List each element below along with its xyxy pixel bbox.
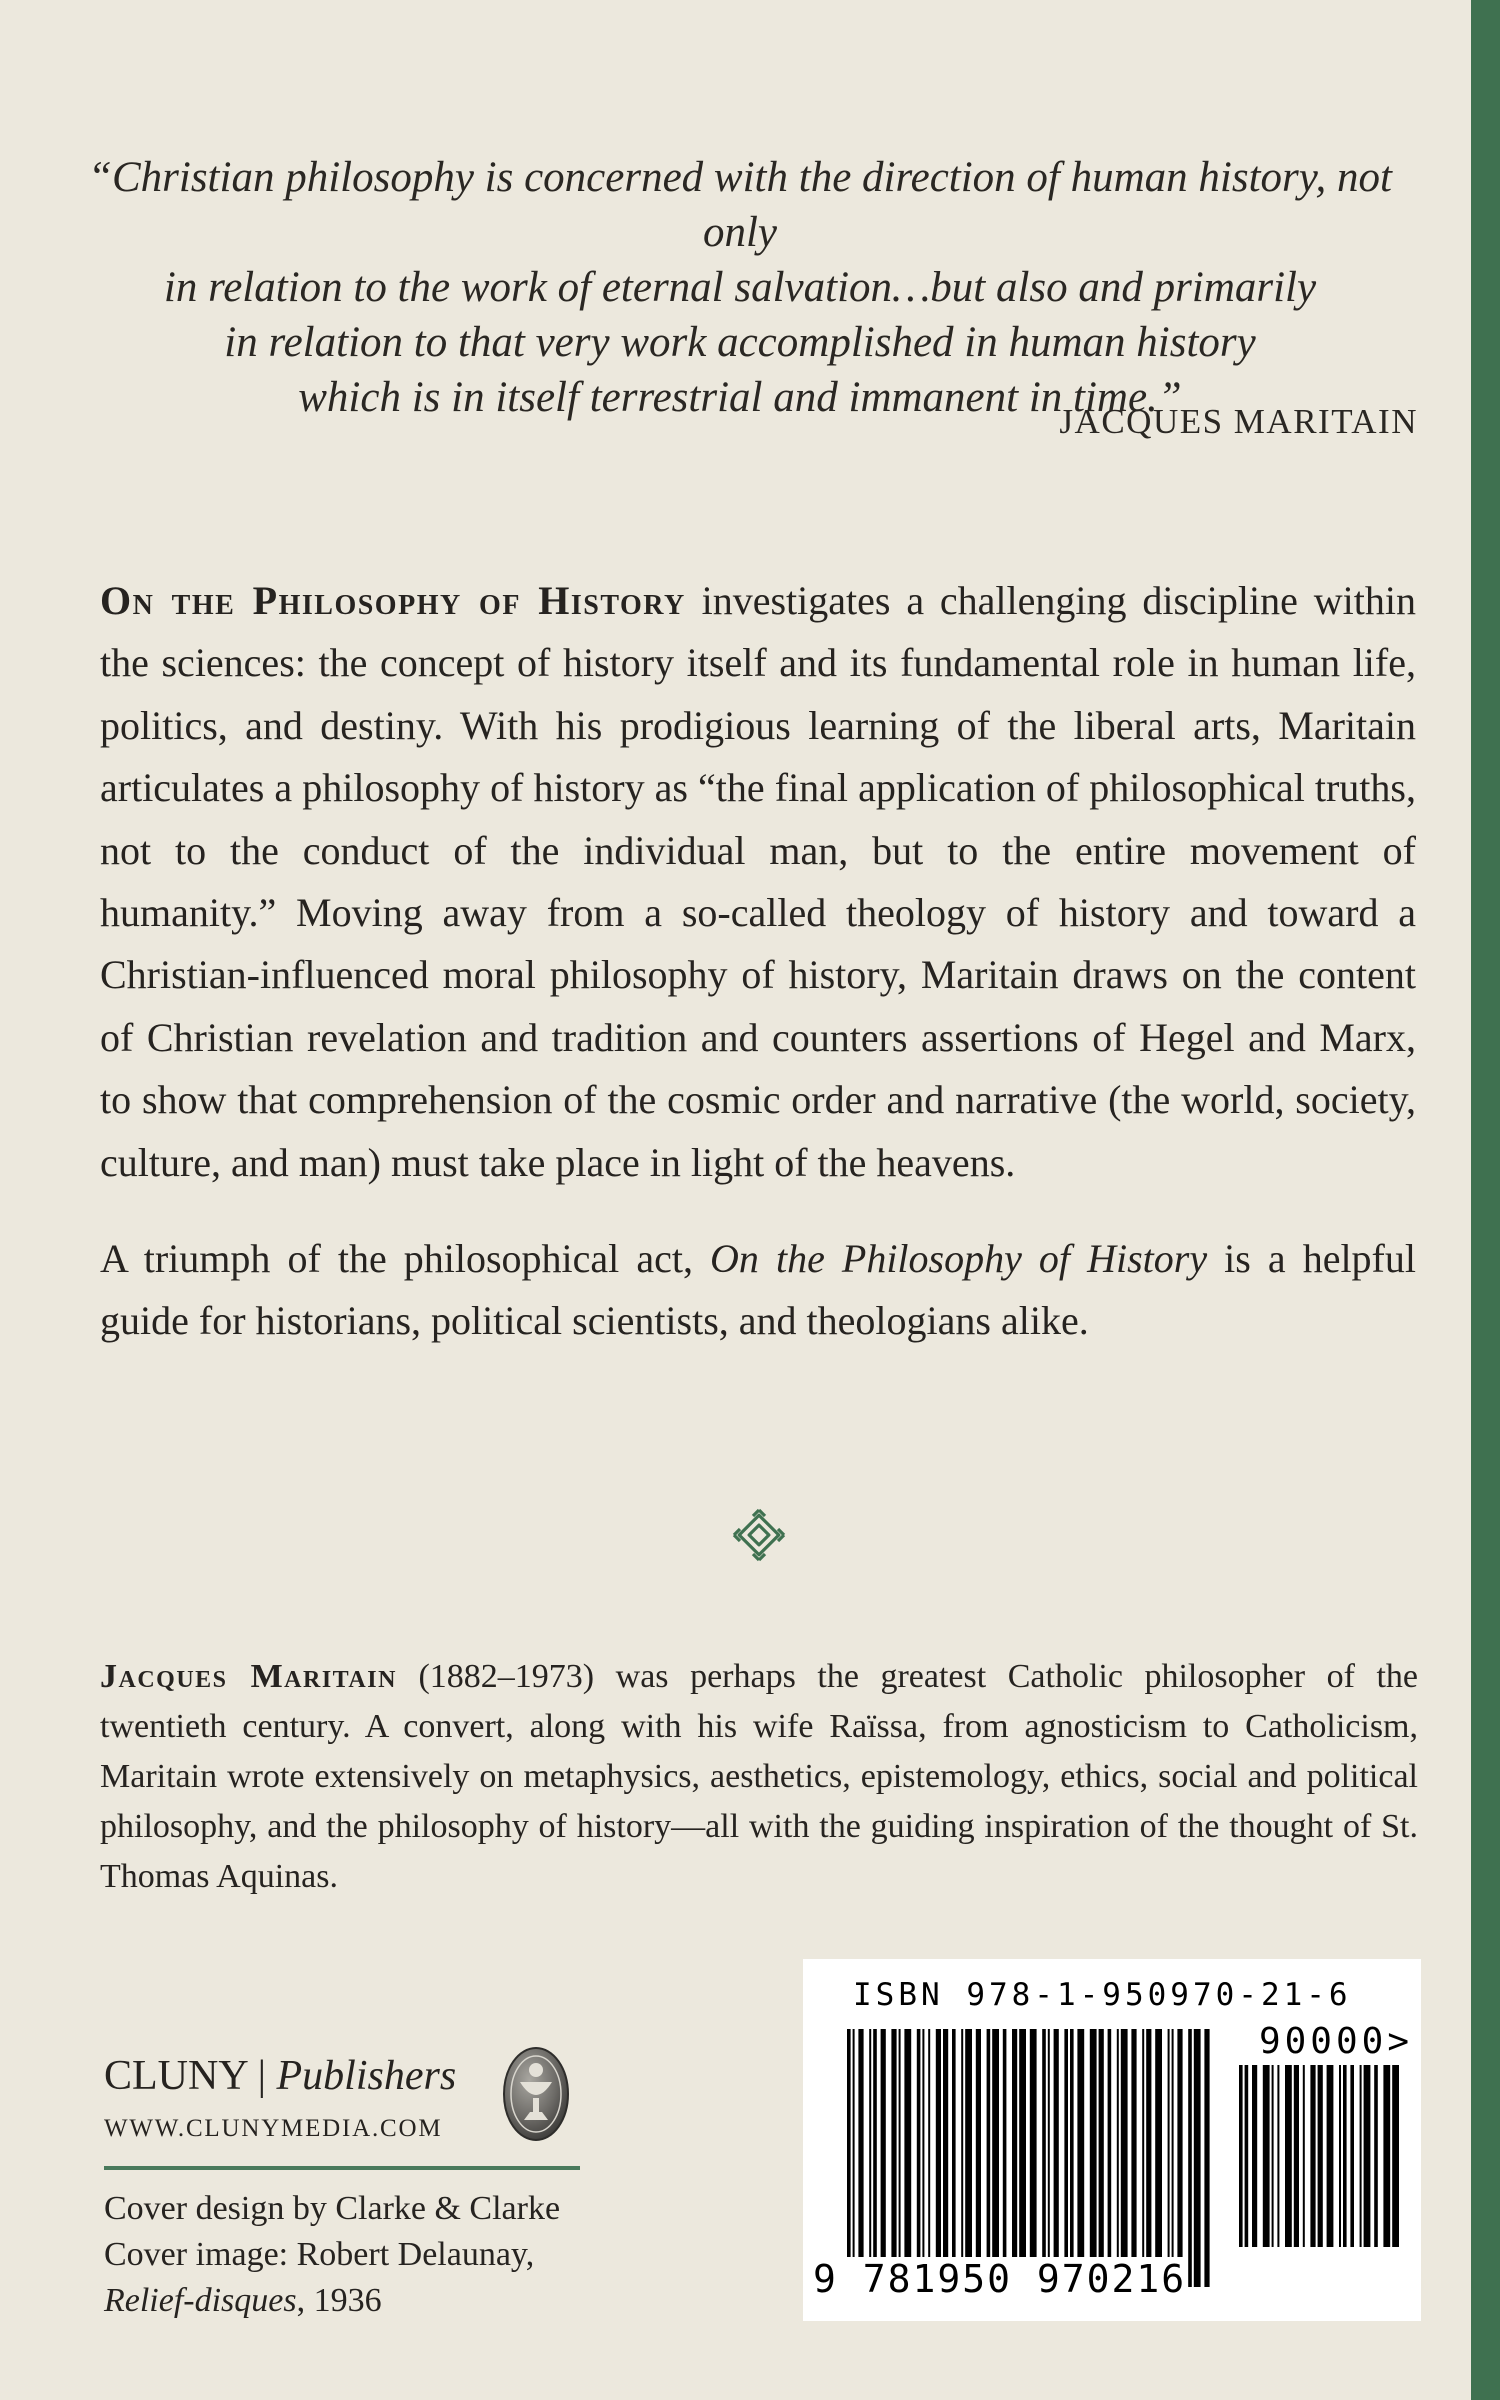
barcode-bar	[1142, 2029, 1144, 2287]
publisher-divider	[104, 2166, 580, 2170]
barcode-bar	[1064, 2029, 1068, 2287]
chalice-seal-logo-icon	[502, 2046, 570, 2142]
description-paragraph	[100, 570, 1416, 1194]
barcode-bar	[873, 2029, 877, 2287]
barcode-bar	[1030, 2029, 1037, 2287]
quote-line: in relation to the work of eternal salvation…but also and primarily	[163, 264, 1317, 311]
barcode-bar	[1155, 2029, 1162, 2287]
quote-line: which is in itself terrestrial and immanent in time.”	[298, 374, 1182, 421]
barcode-bar	[961, 2029, 963, 2287]
barcode-bar	[922, 2029, 924, 2287]
barcode-bar	[899, 2029, 901, 2287]
barcode-bar	[1263, 2065, 1270, 2247]
isbn-barcode	[803, 1959, 1421, 2321]
credit-design: Cover design by Clarke & Clarke	[104, 2190, 561, 2227]
barcode-bar	[904, 2029, 911, 2287]
barcode-bar	[943, 2029, 948, 2287]
barcode-bar	[1303, 2065, 1305, 2247]
barcode-bar	[1364, 2065, 1371, 2247]
barcode-bar	[1108, 2029, 1112, 2287]
epigraph-quote	[80, 150, 1400, 425]
barcode-digits: 9 781950 970216	[813, 2257, 1187, 2301]
barcode-bar	[1350, 2065, 1354, 2247]
bio-text: (1882–1973) was perhaps the greatest Catholic philosopher of the twentieth century. A convert, along with his wife Raïssa, from agnosticism to Catholicism, Maritain wrote extensively on metaphysics, aesthetics, epistemology, ethics, social and political philosophy, and the philosophy of history—all with the guiding inspiration of the thought of St. Thomas Aquinas.	[100, 1658, 1418, 1895]
barcode-bar	[1003, 2029, 1007, 2287]
barcode-bar	[952, 2029, 956, 2287]
credit-work-line	[104, 2278, 560, 2324]
publisher-url: WWW.CLUNYMEDIA.COM	[104, 2115, 443, 2142]
publisher-label: Publishers	[276, 2053, 457, 2099]
barcode-bar	[1090, 2029, 1097, 2287]
description-text: is a helpful guide for historians, political scientists, and theologians alike.	[100, 1236, 1416, 1344]
barcode-bar	[1146, 2029, 1151, 2287]
book-title-italic: On the Philosophy of History	[710, 1236, 1208, 1282]
barcode-bar	[847, 2029, 851, 2287]
barcode-bar	[1177, 2029, 1182, 2287]
barcode-bar	[891, 2029, 896, 2287]
barcode-bar	[1077, 2029, 1084, 2287]
barcode-bar	[1121, 2029, 1128, 2287]
barcode-bar	[1374, 2065, 1378, 2247]
barcode-bar	[1019, 2029, 1026, 2287]
barcode-bar	[1327, 2065, 1334, 2247]
barcode-bar	[1383, 2065, 1390, 2247]
description-text: A triumph of the philosophical act,	[100, 1236, 711, 1282]
barcode-bar	[936, 2029, 941, 2287]
barcode-bar	[1048, 2029, 1050, 2287]
barcode-bar	[1194, 2029, 1201, 2287]
barcode-bar	[869, 2029, 871, 2287]
barcode-bar	[1245, 2065, 1249, 2247]
barcode-bar	[1070, 2029, 1074, 2287]
barcode-bar	[1294, 2065, 1299, 2247]
barcode-bar	[987, 2029, 991, 2287]
barcode-bar	[1318, 2065, 1323, 2247]
barcode-bar	[928, 2029, 930, 2287]
isbn-text: ISBN 978-1-950970-21-6	[853, 1977, 1352, 2013]
barcode-bar	[853, 2029, 855, 2287]
description-text: investigates a challenging discipline within the sciences: the concept of history itself and its fundamental role in human life, politics, and destiny. With his prodigious learning of the liberal arts, Maritain articulates a philosophy of history as “the final application of philosophical truths, not to the conduct of the individual man, but to the entire movement of humanity.” Moving away from a so-called theology of history and toward a Christian-influenced moral philosophy of history, Maritain draws on the content of Christian revelation and tradition and counters assertions of Hegel and Marx, to show that comprehension of the cosmic order and narrative (the world, society, culture, and man) must take place in light of the heavens.	[100, 578, 1416, 1185]
barcode-bar	[1204, 2029, 1209, 2287]
barcode-bar	[1131, 2029, 1136, 2287]
barcode-bar	[1117, 2029, 1119, 2287]
barcode-bar	[1168, 2029, 1170, 2287]
barcode-bar	[965, 2029, 972, 2287]
price-code: 90000>	[1258, 2021, 1413, 2062]
barcode-bar	[1272, 2065, 1274, 2247]
barcode-bar	[1012, 2029, 1017, 2287]
quote-author: JACQUES MARITAIN	[1059, 402, 1418, 441]
author-bio	[100, 1652, 1418, 1902]
barcode-bar	[976, 2029, 981, 2287]
barcode-bar	[1392, 2065, 1399, 2247]
credit-year: , 1936	[296, 2282, 382, 2319]
publisher-brand: CLUNY	[104, 2053, 248, 2099]
barcode-bar	[1252, 2065, 1257, 2247]
spine-edge-strip	[1471, 0, 1500, 2400]
barcode-bar	[1310, 2065, 1315, 2247]
barcode-bar	[881, 2029, 886, 2287]
barcode-bar	[1239, 2065, 1243, 2247]
book-description	[100, 570, 1416, 1387]
barcode-bar	[858, 2029, 863, 2287]
cover-credits	[104, 2186, 560, 2324]
quote-line: in relation to that very work accomplished in human history	[224, 319, 1256, 366]
barcode-bar	[1099, 2029, 1104, 2287]
barcode-bar	[1360, 2065, 1362, 2247]
barcode-bar	[1285, 2065, 1292, 2247]
credit-image: Cover image: Robert Delaunay,	[104, 2236, 535, 2273]
barcode-bar	[1042, 2029, 1046, 2287]
barcode-bar	[1339, 2065, 1341, 2247]
fleuron-ornament-icon	[731, 1507, 787, 1563]
barcode-bar	[1277, 2065, 1279, 2247]
publisher-separator: |	[247, 2053, 277, 2099]
quote-line: “Christian philosophy is concerned with the direction of human history, not only	[88, 154, 1392, 256]
barcode-bar	[1188, 2029, 1192, 2287]
barcode-bar	[1054, 2029, 1059, 2287]
publisher-name	[104, 2052, 456, 2100]
credit-work-title: Relief-disques	[104, 2282, 297, 2319]
barcode-bar	[1343, 2065, 1347, 2247]
barcode-bar	[1172, 2029, 1174, 2287]
description-paragraph	[100, 1228, 1416, 1353]
author-name: Jacques Maritain	[100, 1658, 397, 1695]
barcode-bar	[917, 2029, 921, 2287]
barcode-bar	[992, 2029, 999, 2287]
book-title: On the Philosophy of History	[100, 578, 686, 623]
